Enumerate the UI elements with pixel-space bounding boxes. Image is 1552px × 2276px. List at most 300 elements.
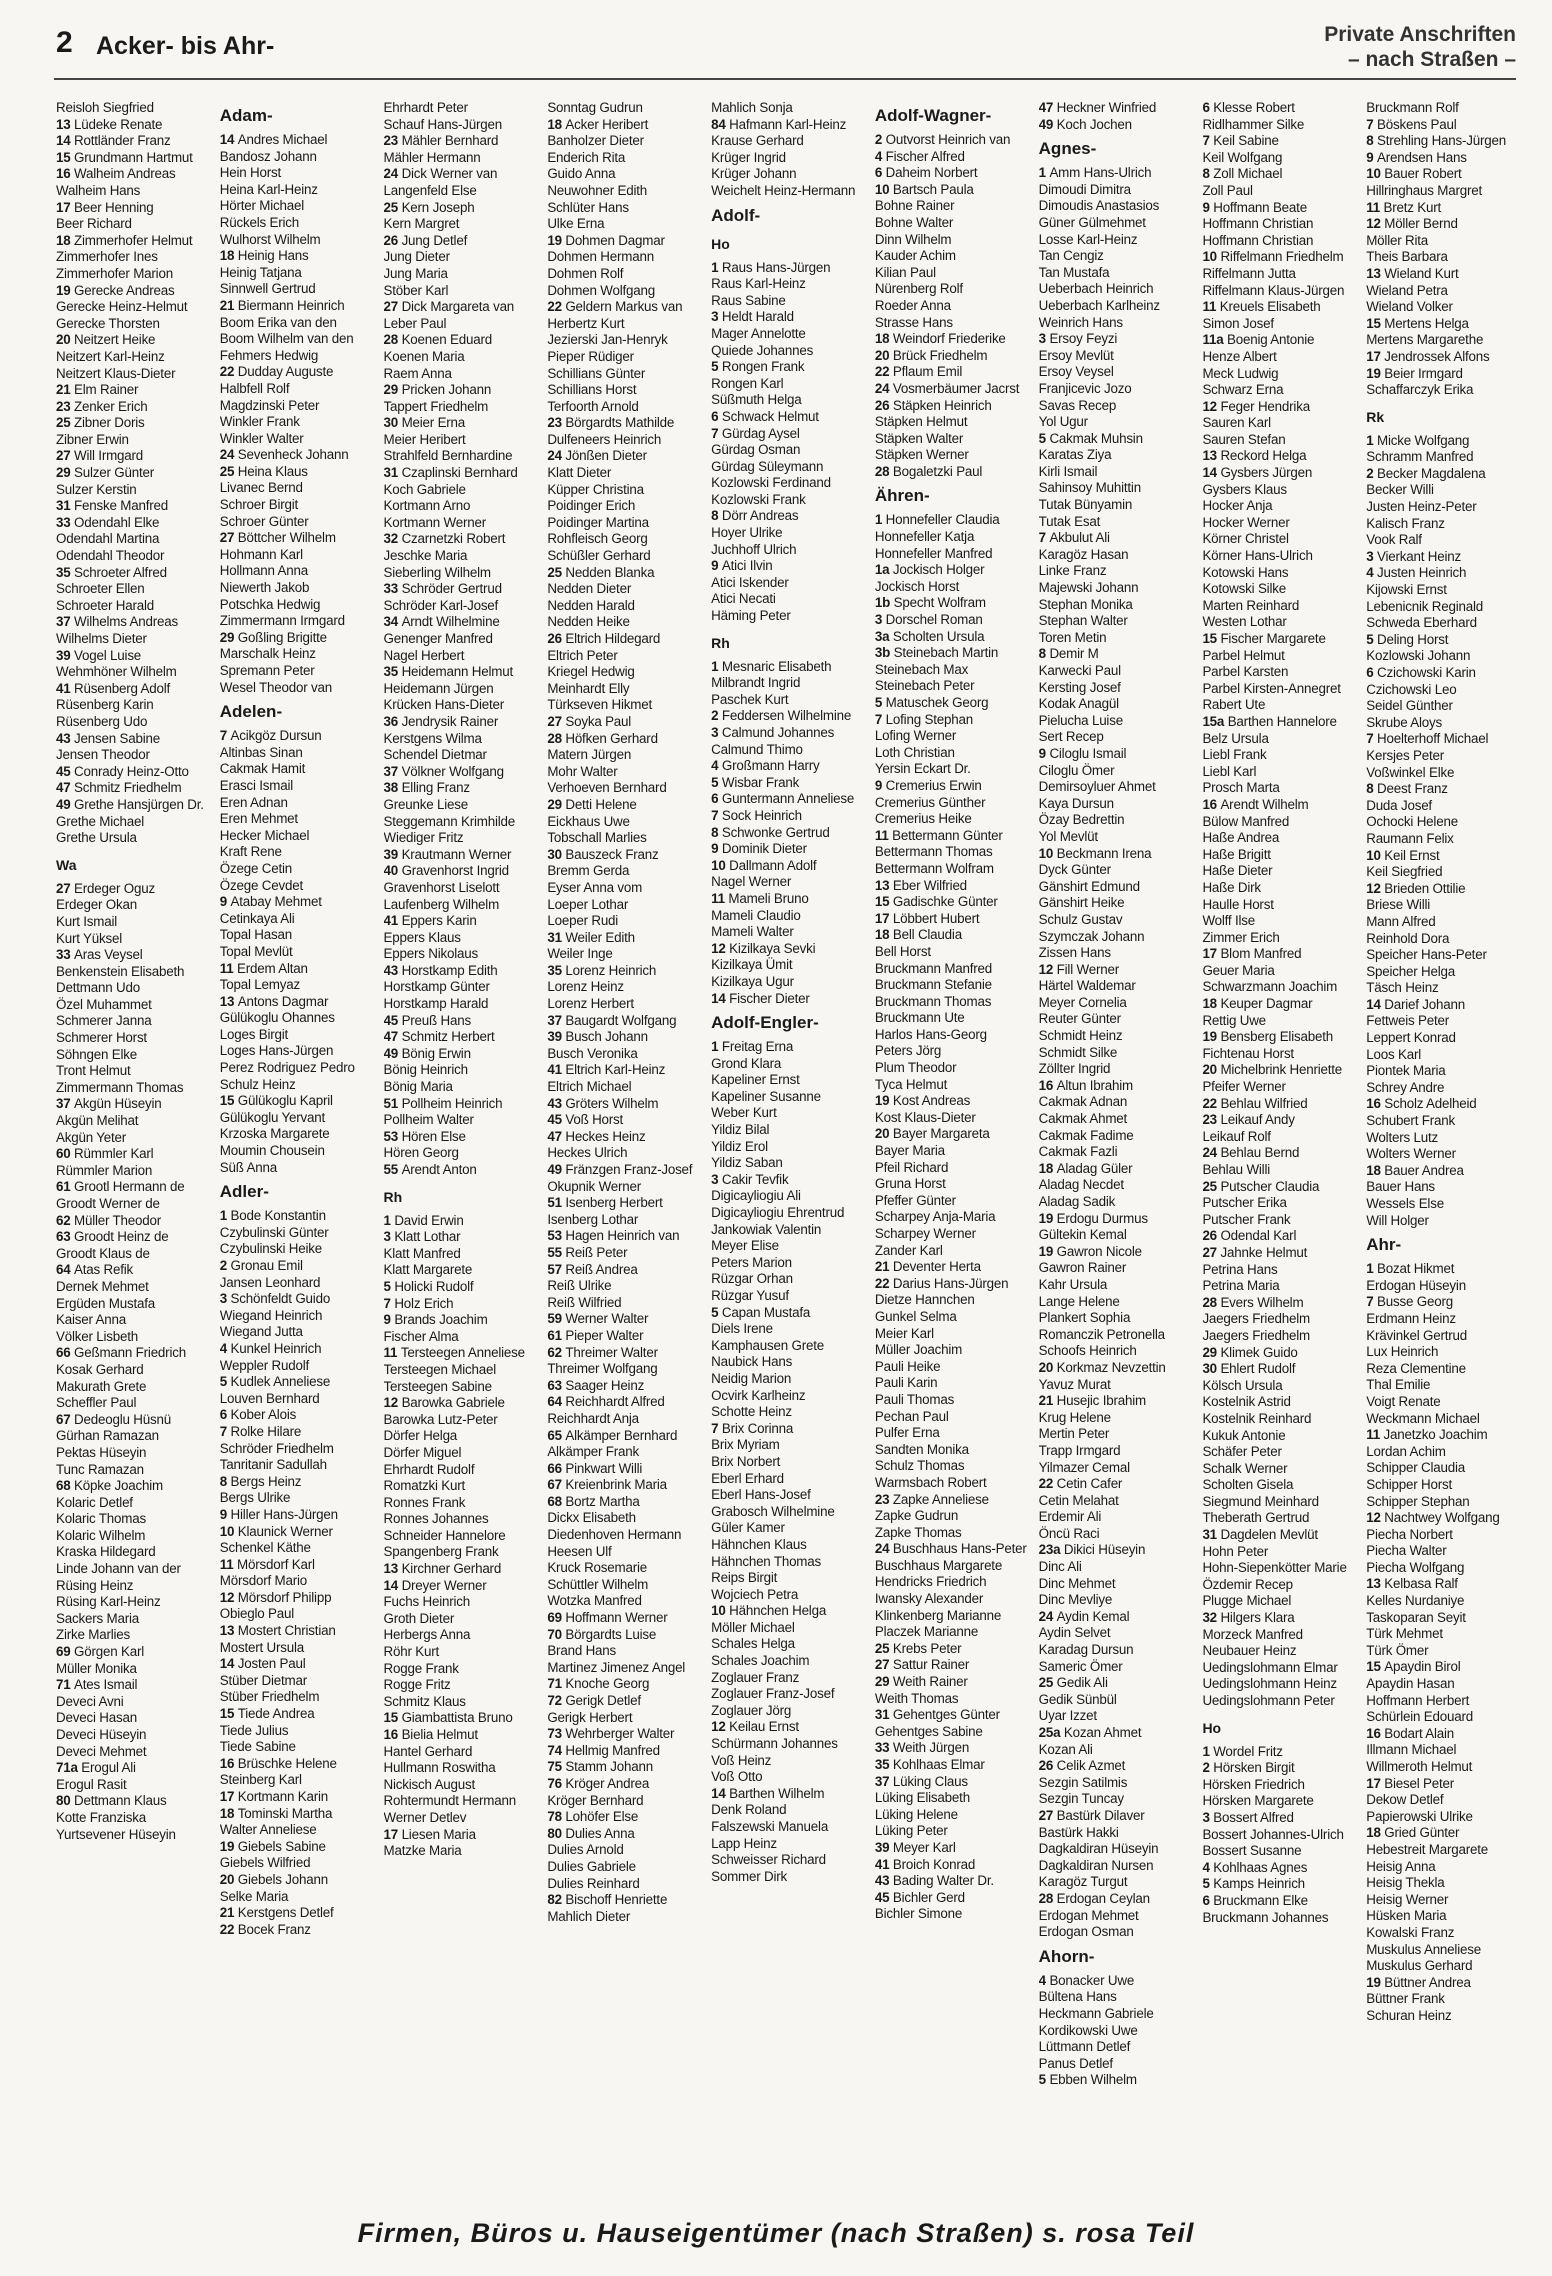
resident-entry — [56, 366, 208, 383]
house-number: 47 — [56, 780, 75, 796]
resident-name: Hoffmann Christian — [1202, 216, 1314, 232]
resident-entry — [1039, 1094, 1191, 1111]
resident-entry — [1039, 165, 1191, 182]
resident-entry — [875, 1873, 1027, 1890]
resident-entry — [1202, 283, 1354, 300]
resident-entry — [1039, 1277, 1191, 1294]
resident-entry — [384, 498, 536, 515]
resident-name: Werner Walter — [565, 1311, 649, 1327]
resident-entry — [1202, 150, 1354, 167]
resident-name: Raumann Felix — [1366, 830, 1454, 846]
resident-name: Schönfeldt Guido — [230, 1291, 331, 1307]
resident-name: Grabosch Wilhelmine — [711, 1503, 835, 1519]
resident-name: Böttcher Wilhelm — [237, 530, 336, 546]
house-number: 9 — [711, 841, 722, 857]
resident-entry — [1366, 1179, 1518, 1196]
resident-entry — [711, 1819, 863, 1836]
resident-entry — [384, 880, 536, 897]
resident-name: Dohmen Hermann — [547, 249, 654, 265]
resident-entry — [1039, 1144, 1191, 1161]
resident-name: Kapeliner Ernst — [711, 1072, 800, 1088]
resident-name: Obieglo Paul — [219, 1606, 295, 1622]
resident-entry — [1202, 598, 1354, 615]
resident-entry — [1366, 1825, 1518, 1842]
resident-name: Hagen Heinrich van — [565, 1228, 680, 1244]
resident-entry — [56, 1710, 208, 1727]
resident-name: Krautmann Werner — [401, 846, 512, 862]
house-number: 47 — [1038, 100, 1057, 115]
resident-name: Hoffmann Christian — [1202, 232, 1314, 248]
resident-entry — [1039, 117, 1191, 134]
resident-entry — [220, 613, 372, 630]
house-number: 25 — [383, 199, 402, 215]
resident-name: Heisig Werner — [1366, 1891, 1449, 1907]
resident-entry — [384, 913, 536, 930]
resident-entry — [384, 1777, 536, 1794]
resident-entry — [220, 894, 372, 911]
resident-name: Dörfer Helga — [383, 1428, 458, 1444]
resident-name: Heidemann Jürgen — [383, 680, 494, 696]
resident-name: Bichler Simone — [874, 1906, 963, 1922]
resident-name: Kröger Andrea — [565, 1775, 650, 1791]
house-number: 6 — [711, 408, 722, 424]
resident-entry — [384, 1262, 536, 1279]
resident-entry — [1202, 1793, 1354, 1810]
resident-entry — [384, 133, 536, 150]
house-number: 24 — [547, 448, 566, 464]
resident-name: Leppert Konrad — [1366, 1030, 1456, 1046]
resident-name: Busch Johann — [565, 1029, 648, 1045]
resident-entry — [56, 1246, 208, 1263]
resident-name: Zöllter Ingrid — [1038, 1061, 1111, 1077]
house-number: 8 — [1366, 781, 1377, 797]
resident-name: Blom Manfred — [1220, 946, 1302, 962]
resident-entry — [875, 1359, 1027, 1376]
resident-entry — [384, 1694, 536, 1711]
resident-entry — [220, 514, 372, 531]
resident-entry — [875, 612, 1027, 629]
resident-name: Dernek Mehmet — [56, 1278, 149, 1294]
resident-entry — [875, 1010, 1027, 1027]
resident-entry — [875, 1458, 1027, 1475]
resident-name: Wilhelms Dieter — [56, 631, 147, 646]
resident-entry — [1039, 2006, 1191, 2023]
resident-entry — [220, 680, 372, 697]
resident-entry — [547, 1212, 699, 1229]
resident-name: Louven Bernhard — [219, 1390, 320, 1406]
resident-name: Kortmann Karin — [237, 1789, 329, 1804]
resident-name: Lux Heinrich — [1366, 1344, 1439, 1360]
resident-entry — [1202, 1510, 1354, 1527]
resident-entry — [711, 1454, 863, 1471]
resident-entry — [384, 1744, 536, 1761]
resident-name: Taskoparan Seyit — [1366, 1609, 1466, 1625]
resident-entry — [711, 1487, 863, 1504]
resident-name: Toren Metin — [1038, 629, 1107, 645]
resident-name: Sackers Maria — [56, 1610, 139, 1626]
resident-name: Kunkel Heinrich — [230, 1340, 322, 1356]
resident-name: Grundmann Hartmut — [74, 149, 193, 165]
house-number: 19 — [1038, 1210, 1057, 1226]
resident-entry — [711, 1504, 863, 1521]
resident-entry — [384, 166, 536, 183]
house-number: 27 — [219, 530, 238, 546]
resident-name: Topal Mevlüt — [219, 943, 293, 959]
resident-entry — [56, 415, 208, 432]
resident-entry — [384, 332, 536, 349]
resident-name: Kost Andreas — [892, 1093, 971, 1109]
resident-name: Kruck Rosemarie — [547, 1560, 648, 1576]
house-number: 39 — [874, 1839, 893, 1855]
house-number: 13 — [874, 877, 893, 893]
resident-name: Güner Gülmehmet — [1038, 214, 1146, 230]
resident-name: Panus Detlef — [1038, 2055, 1113, 2071]
resident-name: Sauren Karl — [1202, 415, 1271, 431]
resident-entry — [547, 996, 699, 1013]
resident-entry — [1039, 1858, 1191, 1875]
resident-entry — [384, 1710, 536, 1727]
resident-entry — [384, 681, 536, 698]
resident-entry — [1366, 499, 1518, 516]
resident-entry — [1202, 1096, 1354, 1113]
house-number: 29 — [219, 629, 238, 645]
resident-entry — [220, 1557, 372, 1574]
resident-entry — [547, 1378, 699, 1395]
house-number: 37 — [383, 763, 402, 779]
resident-entry — [220, 1540, 372, 1557]
resident-entry — [875, 662, 1027, 679]
resident-entry — [875, 1492, 1027, 1509]
resident-name: Rüsenberg Karin — [56, 697, 154, 713]
resident-entry — [220, 878, 372, 895]
house-number: 25 — [1038, 1675, 1057, 1691]
resident-name: Gülükoglu Kapril — [237, 1093, 333, 1109]
resident-entry — [384, 1395, 536, 1412]
resident-name: Gawron Rainer — [1038, 1260, 1127, 1276]
resident-name: Kelles Nurdaniye — [1366, 1593, 1465, 1609]
resident-name: Tersteegen Michael — [383, 1361, 497, 1377]
resident-entry — [384, 1246, 536, 1263]
resident-name: Brix Norbert — [711, 1453, 781, 1469]
resident-name: Moumin Chousein — [219, 1143, 325, 1159]
resident-entry — [875, 414, 1027, 431]
resident-name: Lebenicnik Reginald — [1366, 598, 1484, 614]
resident-name: Dominik Dieter — [721, 841, 807, 857]
resident-entry — [875, 381, 1027, 398]
resident-entry — [875, 1143, 1027, 1160]
resident-name: Erdmann Heinz — [1366, 1310, 1456, 1326]
resident-name: Broich Konrad — [892, 1856, 976, 1872]
resident-name: Strasse Hans — [874, 314, 953, 330]
house-number: 4 — [219, 1340, 231, 1356]
resident-entry — [56, 1229, 208, 1246]
resident-name: Dagdelen Mevlüt — [1220, 1527, 1318, 1543]
resident-name: Täsch Heinz — [1366, 980, 1439, 996]
resident-entry — [875, 132, 1027, 149]
resident-name: Pechan Paul — [874, 1408, 949, 1424]
resident-entry — [384, 1412, 536, 1429]
resident-name: Soyka Paul — [565, 713, 632, 729]
resident-name: Uedingslohmann Peter — [1202, 1693, 1335, 1708]
resident-name: Dinc Mehmet — [1038, 1575, 1116, 1591]
resident-entry — [711, 1802, 863, 1819]
resident-name: Mager Annelotte — [711, 325, 806, 341]
resident-entry — [220, 961, 372, 978]
resident-name: Schipper Stephan — [1366, 1493, 1470, 1509]
resident-name: Cetinkaya Ali — [219, 910, 295, 926]
house-number: 27 — [1038, 1807, 1057, 1823]
resident-name: Schrey Andre — [1366, 1079, 1445, 1095]
resident-entry — [56, 830, 208, 847]
resident-name: Stephan Walter — [1038, 613, 1128, 629]
resident-name: Haße Brigitt — [1202, 846, 1271, 862]
house-number: 3 — [711, 309, 722, 325]
house-number: 53 — [547, 1228, 566, 1244]
resident-entry — [384, 1661, 536, 1678]
resident-entry — [220, 563, 372, 580]
resident-entry — [1039, 1542, 1191, 1559]
house-number: 14 — [56, 133, 75, 149]
house-number: 29 — [56, 465, 75, 481]
resident-entry — [384, 1843, 536, 1860]
resident-name: Harlos Hans-Georg — [874, 1026, 987, 1042]
resident-name: Zimmermann Irmgard — [219, 613, 345, 629]
resident-entry — [547, 814, 699, 831]
resident-entry — [56, 548, 208, 565]
resident-entry — [1202, 1810, 1354, 1827]
resident-entry — [711, 1852, 863, 1869]
house-number: 4 — [1202, 1859, 1214, 1875]
resident-name: Szymczak Johann — [1038, 928, 1145, 944]
resident-entry — [1202, 1394, 1354, 1411]
house-number: 11 — [383, 1345, 401, 1361]
resident-entry — [547, 1809, 699, 1826]
resident-entry — [1039, 1891, 1191, 1908]
resident-name: Justen Heinrich — [1377, 565, 1467, 581]
resident-name: Czybulinski Günter — [219, 1224, 329, 1240]
resident-name: Jansen Leonhard — [219, 1274, 321, 1290]
resident-name: Seidel Günther — [1366, 698, 1453, 714]
resident-entry — [56, 1096, 208, 1113]
resident-name: Morzeck Manfred — [1202, 1626, 1303, 1642]
resident-name: Yol Ugur — [1038, 414, 1088, 430]
resident-name: Karatas Ziya — [1038, 447, 1112, 463]
house-number: 20 — [1038, 1359, 1057, 1375]
house-number: 21 — [1038, 1393, 1057, 1409]
resident-entry — [711, 166, 863, 183]
resident-entry — [1039, 1294, 1191, 1311]
resident-name: Scholten Gisela — [1202, 1477, 1294, 1493]
resident-entry — [1366, 1991, 1518, 2008]
resident-name: Schulz Heinz — [219, 1076, 296, 1092]
resident-entry — [547, 1046, 699, 1063]
resident-name: Brand Hans — [547, 1643, 617, 1659]
resident-entry — [875, 215, 1027, 232]
resident-name: Jung Dieter — [383, 249, 450, 265]
resident-entry — [547, 1361, 699, 1378]
resident-name: Reiß Ulrike — [547, 1278, 612, 1294]
resident-name: Müller Theodor — [74, 1212, 162, 1228]
resident-name: Schipper Claudia — [1366, 1460, 1465, 1476]
resident-entry — [1366, 1394, 1518, 1411]
resident-entry — [875, 894, 1027, 911]
resident-name: Dietze Hannchen — [874, 1292, 975, 1308]
resident-entry — [220, 580, 372, 597]
resident-entry — [384, 117, 536, 134]
house-number: 35 — [56, 564, 75, 580]
resident-entry — [56, 1329, 208, 1346]
resident-name: Kordikowski Uwe — [1038, 2022, 1138, 2038]
resident-entry — [1202, 1062, 1354, 1079]
resident-name: Reckord Helga — [1220, 448, 1307, 464]
house-number: 10 — [874, 181, 893, 197]
house-number: 1 — [1366, 1261, 1377, 1277]
house-number: 35 — [383, 664, 402, 680]
resident-name: Bauer Robert — [1384, 166, 1462, 182]
resident-name: Iwansky Alexander — [874, 1591, 984, 1607]
resident-name: Hörsken Margarete — [1202, 1793, 1314, 1809]
resident-name: Theberath Gertrud — [1202, 1510, 1310, 1526]
resident-entry — [384, 266, 536, 283]
resident-name: Parbel Helmut — [1202, 647, 1285, 663]
resident-name: Gültekin Kemal — [1038, 1227, 1127, 1243]
resident-entry — [711, 1338, 863, 1355]
resident-name: Heina Karl-Heinz — [219, 181, 318, 197]
resident-entry — [1039, 2072, 1191, 2089]
house-number: 2 — [219, 1258, 231, 1273]
resident-name: Süß Anna — [219, 1159, 277, 1175]
house-number: 63 — [56, 1229, 75, 1245]
resident-name: Kodak Anagül — [1038, 696, 1119, 712]
resident-name: Kostelnik Reinhard — [1202, 1410, 1312, 1426]
resident-name: Eickhaus Uwe — [547, 813, 630, 829]
house-number: 57 — [547, 1261, 566, 1277]
resident-name: Goßling Brigitte — [237, 629, 327, 645]
resident-entry — [1202, 399, 1354, 416]
resident-entry — [1039, 281, 1191, 298]
resident-name: Hohn-Siepenkötter Marie — [1202, 1560, 1347, 1576]
resident-name: Hafmann Karl-Heinz — [729, 116, 847, 132]
resident-name: Giebels Wilfried — [219, 1855, 311, 1871]
resident-name: Ocvirk Karlheinz — [711, 1387, 806, 1403]
house-number: 16 — [219, 1755, 238, 1771]
resident-name: Cakmak Muhsin — [1049, 430, 1143, 446]
resident-entry — [1039, 1393, 1191, 1410]
resident-entry — [220, 630, 372, 647]
resident-name: Wiegand Heinrich — [219, 1307, 323, 1323]
resident-entry — [1039, 1227, 1191, 1244]
resident-name: Mohr Walter — [547, 763, 618, 779]
resident-name: Giebels Sabine — [237, 1838, 326, 1854]
house-number: 18 — [56, 232, 75, 248]
resident-name: Uedingslohmann Elmar — [1202, 1659, 1338, 1675]
resident-name: Schillians Günter — [547, 365, 646, 381]
resident-entry — [875, 1209, 1027, 1226]
resident-entry — [220, 1590, 372, 1607]
resident-name: Mähler Hermann — [383, 149, 481, 165]
resident-name: Kozlowski Ferdinand — [711, 475, 831, 491]
street-heading: Agnes- — [1038, 139, 1097, 159]
resident-name: Eltrich Peter — [547, 647, 618, 663]
house-number: 23 — [1202, 1112, 1221, 1128]
house-number: 8 — [711, 824, 722, 840]
resident-name: Wesel Theodor van — [219, 679, 332, 695]
resident-entry — [1039, 1460, 1191, 1477]
resident-entry — [220, 149, 372, 166]
house-number: 62 — [547, 1344, 566, 1360]
resident-entry — [1202, 1079, 1354, 1096]
resident-name: Arendt Anton — [401, 1162, 477, 1177]
house-number: 41 — [56, 680, 75, 696]
resident-name: Schroer Günter — [219, 513, 309, 529]
resident-entry — [711, 1321, 863, 1338]
house-number: 18 — [1038, 1160, 1057, 1176]
resident-entry — [56, 1544, 208, 1561]
resident-name: Türkseven Hikmet — [547, 697, 653, 713]
resident-entry — [1366, 781, 1518, 798]
resident-entry — [220, 265, 372, 282]
resident-entry — [220, 1407, 372, 1424]
resident-entry — [875, 1757, 1027, 1774]
resident-entry — [875, 1823, 1027, 1840]
house-number: 14 — [219, 132, 238, 147]
resident-name: Hoyer Ulrike — [711, 525, 783, 541]
resident-name: Schürmann Johannes — [711, 1736, 838, 1752]
resident-name: Mörsdorf Philipp — [237, 1589, 332, 1605]
resident-name: Sezgin Tuncay — [1038, 1791, 1124, 1807]
resident-name: Härtel Waldemar — [1038, 978, 1136, 994]
resident-name: Zander Karl — [874, 1242, 943, 1258]
resident-entry — [384, 183, 536, 200]
resident-entry — [547, 349, 699, 366]
resident-entry — [1202, 299, 1354, 316]
house-number: 14 — [711, 1785, 730, 1801]
house-number: 12 — [1038, 961, 1057, 977]
resident-name: Zoglauer Franz — [711, 1669, 800, 1685]
resident-name: Mertin Peter — [1038, 1426, 1110, 1442]
house-number: 37 — [874, 1773, 893, 1789]
house-number: 74 — [547, 1742, 566, 1758]
resident-entry — [56, 100, 208, 117]
resident-entry — [1366, 1278, 1518, 1295]
resident-entry — [1366, 1213, 1518, 1230]
resident-name: Guntermann Anneliese — [721, 791, 855, 807]
resident-name: Yurtsevener Hüseyin — [56, 1826, 176, 1842]
resident-name: Ronnes Frank — [383, 1494, 466, 1510]
house-number: 10 — [1366, 847, 1385, 863]
house-number: 19 — [874, 1093, 893, 1109]
resident-name: Heinig Hans — [237, 248, 309, 264]
resident-name: Keilau Ernst — [729, 1719, 799, 1735]
resident-entry — [1039, 1327, 1191, 1344]
resident-name: Becker Willi — [1366, 482, 1434, 498]
resident-name: Eppers Klaus — [383, 929, 461, 945]
resident-entry — [56, 1445, 208, 1462]
resident-name: Zoll Paul — [1202, 182, 1253, 198]
resident-entry — [547, 614, 699, 631]
resident-entry — [56, 914, 208, 931]
resident-entry — [547, 432, 699, 449]
resident-name: Antons Dagmar — [237, 993, 329, 1009]
resident-name: Yavuz Murat — [1038, 1376, 1111, 1392]
resident-name: Reips Birgit — [711, 1570, 778, 1586]
resident-entry — [220, 1441, 372, 1458]
resident-name: Schröder Karl-Josef — [383, 597, 499, 613]
resident-entry — [547, 332, 699, 349]
house-number: 17 — [874, 910, 893, 926]
resident-entry — [220, 778, 372, 795]
resident-name: Rettig Uwe — [1202, 1012, 1266, 1028]
